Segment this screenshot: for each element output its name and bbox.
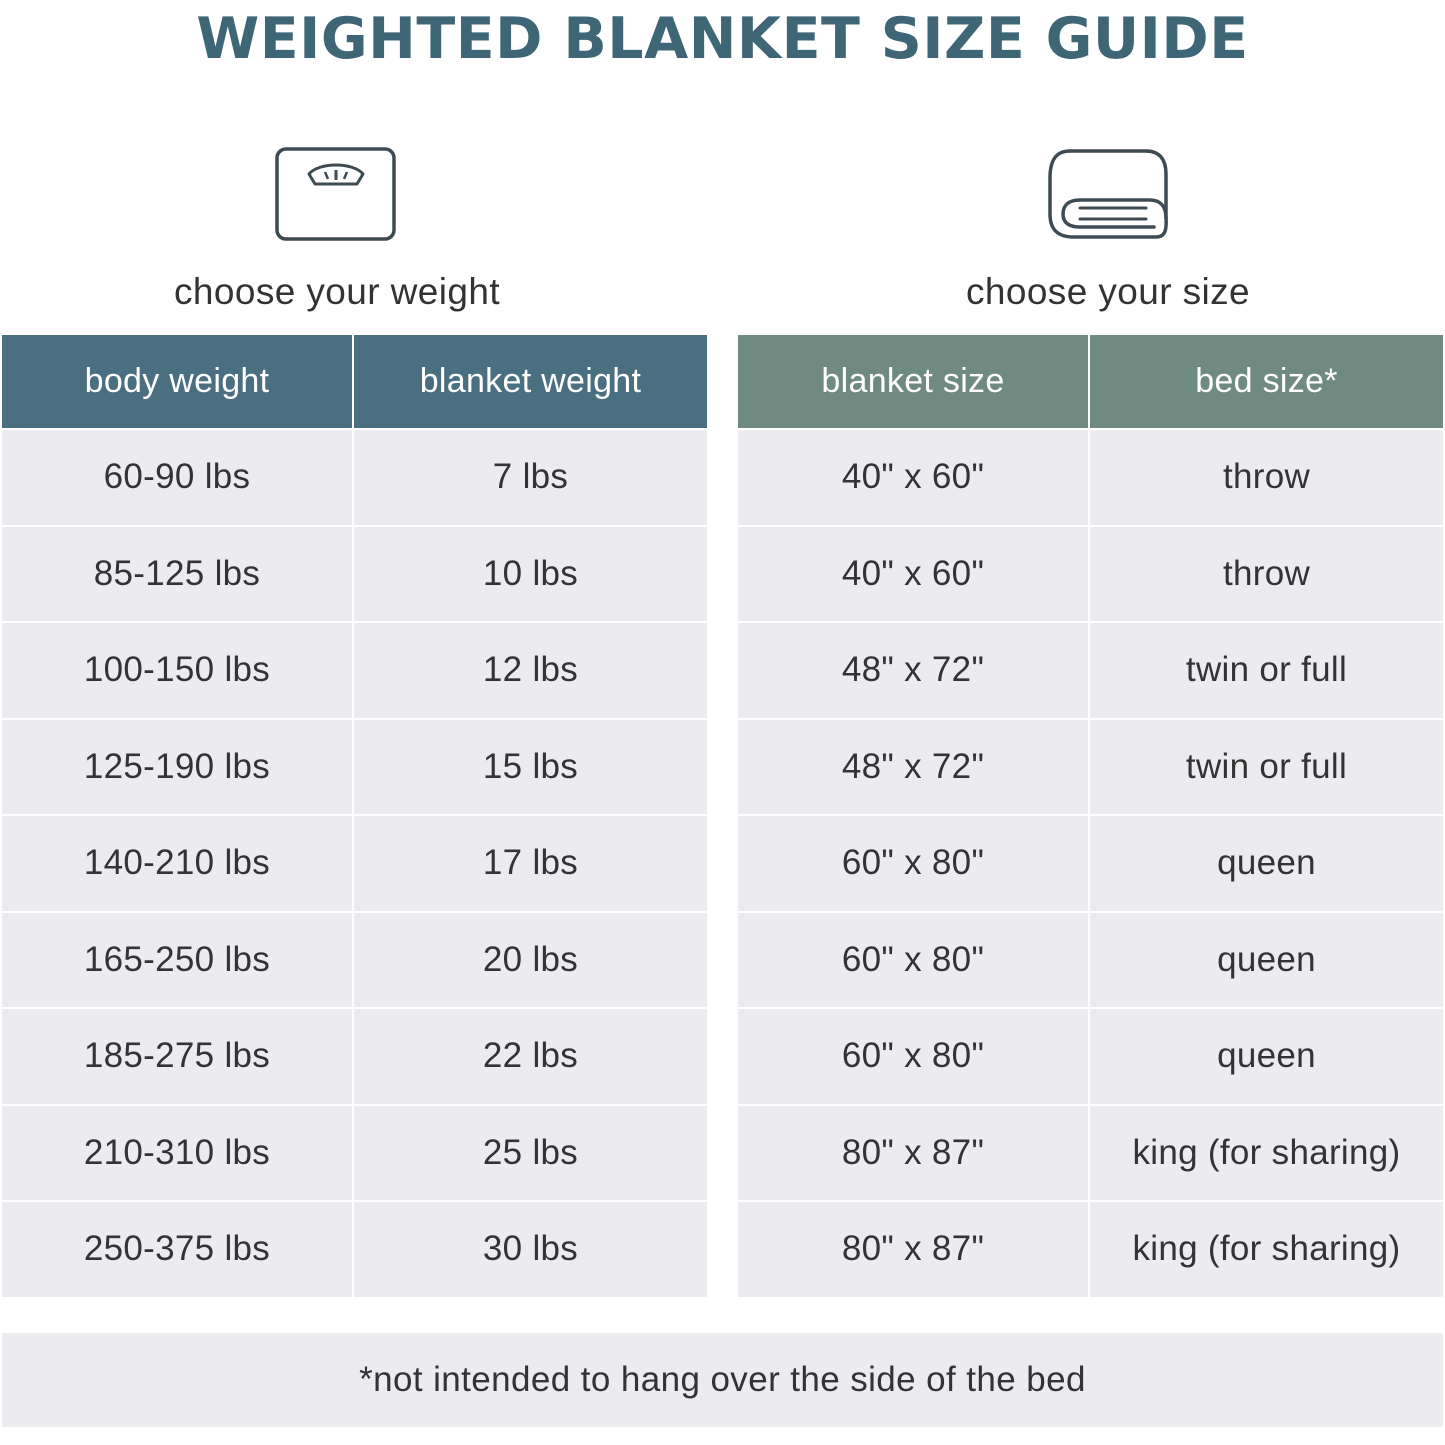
table-cell: 210-310 lbs [2, 1106, 352, 1201]
table-cell: 185-275 lbs [2, 1009, 352, 1104]
table-cell: queen [1090, 913, 1443, 1008]
folded-blanket-icon [1046, 148, 1170, 242]
table-cell: twin or full [1090, 720, 1443, 815]
table-cell: 48" x 72" [738, 720, 1088, 815]
table-cell: twin or full [1090, 623, 1443, 718]
table-cell: 100-150 lbs [2, 623, 352, 718]
table-cell: throw [1090, 430, 1443, 525]
table-cell: 125-190 lbs [2, 720, 352, 815]
table-cell: 80" x 87" [738, 1202, 1088, 1297]
table-cell: 80" x 87" [738, 1106, 1088, 1201]
table-cell: throw [1090, 527, 1443, 622]
table-cell: 40" x 60" [738, 430, 1088, 525]
header-bed-size: bed size* [1090, 335, 1443, 428]
page-title: WEIGHTED BLANKET SIZE GUIDE [196, 6, 1249, 72]
table-cell: 140-210 lbs [2, 816, 352, 911]
header-blanket-weight: blanket weight [354, 335, 707, 428]
table-cell: 30 lbs [354, 1202, 707, 1297]
table-cell: 48" x 72" [738, 623, 1088, 718]
right-subtitle: choose your size [965, 271, 1251, 312]
table-cell: 22 lbs [354, 1009, 707, 1104]
table-cell: 250-375 lbs [2, 1202, 352, 1297]
table-cell: 165-250 lbs [2, 913, 352, 1008]
table-cell: 85-125 lbs [2, 527, 352, 622]
table-cell: 60" x 80" [738, 913, 1088, 1008]
size-table [738, 335, 1443, 1297]
table-cell: 60-90 lbs [2, 430, 352, 525]
table-cell: queen [1090, 816, 1443, 911]
header-blanket-size: blanket size [738, 335, 1088, 428]
table-cell: 25 lbs [354, 1106, 707, 1201]
table-cell: 15 lbs [354, 720, 707, 815]
table-cell: 12 lbs [354, 623, 707, 718]
table-cell: 60" x 80" [738, 816, 1088, 911]
table-cell: king (for sharing) [1090, 1202, 1443, 1297]
left-subtitle: choose your weight [174, 271, 500, 312]
table-cell: 7 lbs [354, 430, 707, 525]
table-cell: 60" x 80" [738, 1009, 1088, 1104]
footnote: *not intended to hang over the side of the bed [2, 1333, 1443, 1427]
table-cell: 10 lbs [354, 527, 707, 622]
table-cell: 40" x 60" [738, 527, 1088, 622]
table-cell: 17 lbs [354, 816, 707, 911]
header-body-weight: body weight [2, 335, 352, 428]
table-cell: king (for sharing) [1090, 1106, 1443, 1201]
scale-icon [275, 147, 397, 242]
table-cell: 20 lbs [354, 913, 707, 1008]
table-cell: queen [1090, 1009, 1443, 1104]
weight-table [2, 335, 707, 1297]
